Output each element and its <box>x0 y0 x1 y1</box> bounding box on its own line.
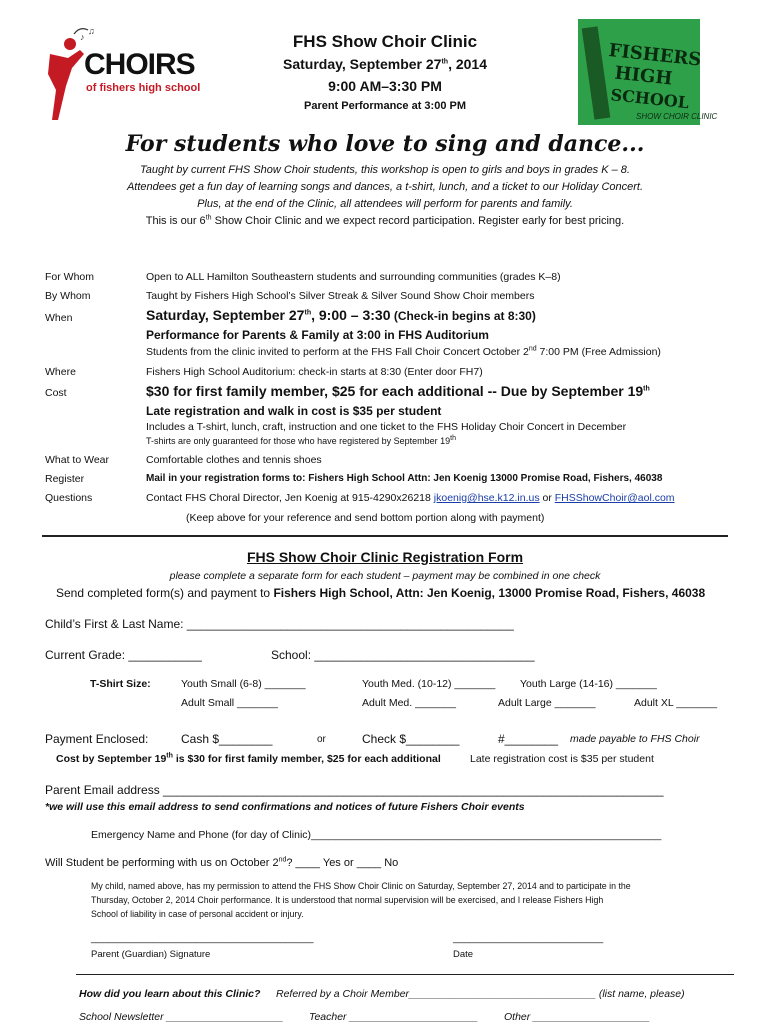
cost-summary-a: Cost by September 19 <box>56 753 167 765</box>
choirs-logo-text: CHOIRS <box>84 48 195 81</box>
newsletter-field[interactable]: School Newsletter ____________________ <box>79 1011 284 1023</box>
tshirt-adult-med[interactable]: Adult Med. _______ <box>362 697 456 709</box>
questions-label: Questions <box>45 492 93 504</box>
date-label: Date <box>453 949 474 960</box>
tshirt-adult-large[interactable]: Adult Large _______ <box>498 697 596 709</box>
performing-text: Will Student be performing with us on October 2 <box>45 857 279 869</box>
cost-summary-sup: th <box>166 752 173 760</box>
cost-tshirt <box>146 436 456 446</box>
signature-label: Parent (Guardian) Signature <box>91 949 211 960</box>
learn-label: How did you learn about this Clinic? <box>79 988 261 1000</box>
when-value <box>146 307 536 323</box>
event-date-year: , 2014 <box>448 56 488 72</box>
cost-label: Cost <box>45 387 67 399</box>
wear-value: Comfortable clothes and tennis shoes <box>146 454 322 466</box>
permission-line-3: School of liability in case of personal accident or injury. <box>91 909 304 919</box>
grade-field[interactable]: Current Grade: ___________ <box>45 648 202 662</box>
cost-summary <box>56 753 441 765</box>
when-students-sup: nd <box>528 345 537 353</box>
intro-line-3: Plus, at the end of the Clinic, all attendees will perform for parents and family. <box>197 198 573 210</box>
event-time: 9:00 AM–3:30 PM <box>328 78 442 94</box>
permission-line-2: Thursday, October 2, 2014 Choir performance. It is understood that normal supervision will be exercised, and I release Fishers High <box>91 895 604 905</box>
parent-email-field[interactable]: Parent Email address ___________________________________________________________________________ <box>45 783 664 797</box>
event-date-main: Saturday, September 27 <box>282 56 442 72</box>
when-label: When <box>45 312 73 324</box>
emergency-contact-field[interactable]: Emergency Name and Phone (for day of Clinic)____________________________________________________________ <box>91 829 662 841</box>
cost-tshirt-sup: th <box>450 435 457 442</box>
form-send-text: Send completed form(s) and payment to <box>56 586 274 600</box>
tshirt-adult-small[interactable]: Adult Small _______ <box>181 697 278 709</box>
cost-value <box>146 383 650 399</box>
cost-tshirt-text: T-shirts are only guaranteed for those who have registered by September 19 <box>146 436 451 446</box>
other-field[interactable]: Other ____________________ <box>504 1011 650 1023</box>
performing-question[interactable] <box>45 857 398 869</box>
payment-label: Payment Enclosed: <box>45 732 149 746</box>
check-number-field[interactable]: #________ <box>498 732 559 746</box>
when-students-a: Students from the clinic invited to perform at the FHS Fall Choir Concert October 2 <box>146 346 529 358</box>
tshirt-youth-small[interactable]: Youth Small (6-8) _______ <box>181 678 306 690</box>
email-note: *we will use this email address to send confirmations and notices of future Fishers Choir events <box>45 801 525 813</box>
tshirt-youth-large[interactable]: Youth Large (14-16) _______ <box>520 678 657 690</box>
wear-label: What to Wear <box>45 454 109 466</box>
event-date-suffix: th <box>441 58 449 66</box>
choirs-logo-subtext: of fishers high school <box>86 82 201 94</box>
when-students <box>146 346 661 358</box>
where-label: Where <box>45 366 76 378</box>
check-field[interactable]: Check $________ <box>362 732 460 746</box>
cost-summary-late: Late registration cost is $35 per student <box>470 753 654 765</box>
intro-line-4-sup: th <box>205 214 212 222</box>
form-send-address: Fishers High School, Attn: Jen Koenig, 13000 Promise Road, Fishers, 46038 <box>273 586 706 600</box>
register-value: Mail in your registration forms to: Fishers High School Attn: Jen Koenig 13000 Promise Road, Fishers, 46038 <box>146 473 663 484</box>
when-date: Saturday, September 27 <box>146 307 305 323</box>
cost-main: $30 for first family member, $25 for each additional -- Due by September 19 <box>146 383 644 399</box>
svg-text:SCHOOL: SCHOOL <box>609 85 690 113</box>
svg-text:♪: ♪ <box>80 32 85 42</box>
performing-options: ? ____ Yes or ____ No <box>286 857 399 869</box>
intro-line-2: Attendees get a fun day of learning songs and dances, a t-shirt, lunch, and a ticket to our Holiday Concert. <box>126 181 644 193</box>
school-field[interactable]: School: _________________________________ <box>271 648 535 662</box>
svg-text:♫: ♫ <box>88 26 95 36</box>
form-title: FHS Show Choir Clinic Registration Form <box>246 549 524 565</box>
email-link-showchoir[interactable]: FHSShowChoir@aol.com <box>554 492 675 504</box>
bottom-divider <box>76 974 734 975</box>
intro-line-4-a: This is our 6 <box>145 215 206 227</box>
date-line[interactable]: ___________________________ <box>453 933 604 944</box>
performing-sup: nd <box>278 856 287 864</box>
teacher-field[interactable]: Teacher ______________________ <box>309 1011 478 1023</box>
parent-performance: Parent Performance at 3:00 PM <box>303 100 466 112</box>
page-title: FHS Show Choir Clinic <box>292 32 478 51</box>
email-link-koenig[interactable]: jkoenig@hse.k12.in.us <box>433 492 540 504</box>
when-students-b: 7:00 PM (Free Admission) <box>536 346 661 358</box>
cost-late: Late registration and walk in cost is $35 per student <box>146 404 442 418</box>
event-date <box>0 56 770 72</box>
when-checkin: (Check-in begins at 8:30) <box>390 309 536 323</box>
when-date-sup: th <box>304 309 312 317</box>
questions-or: or <box>539 492 555 504</box>
payable-note: made payable to FHS Choir <box>570 733 700 745</box>
cash-field[interactable]: Cash $________ <box>181 732 273 746</box>
tshirt-size-label: T-Shirt Size: <box>90 678 151 690</box>
when-performance: Performance for Parents & Family at 3:00 in FHS Auditorium <box>146 328 489 342</box>
where-value: Fishers High School Auditorium: check-in starts at 8:30 (Enter door FH7) <box>146 366 483 378</box>
cost-includes: Includes a T-shirt, lunch, craft, instruction and one ticket to the FHS Holiday Choir Concert in December <box>146 421 627 433</box>
svg-text:HIGH: HIGH <box>613 62 674 90</box>
child-name-field[interactable]: Child’s First & Last Name: _________________________________________________ <box>45 617 514 631</box>
questions-text: Contact FHS Choral Director, Jen Koenig at 915-4290x26218 <box>146 492 434 504</box>
signature-line[interactable]: ________________________________________ <box>91 933 314 944</box>
by-whom-value: Taught by Fishers High School’s Silver Streak & Silver Sound Show Choir members <box>146 290 535 302</box>
when-time: , 9:00 – 3:30 <box>311 307 391 323</box>
form-note: please complete a separate form for each student – payment may be combined in one check <box>169 570 601 582</box>
by-whom-label: By Whom <box>45 290 91 302</box>
svg-text:SHOW CHOIR CLINIC: SHOW CHOIR CLINIC <box>636 112 718 121</box>
permission-line-1: My child, named above, has my permission to attend the FHS Show Choir Clinic on Saturday, September 27, 2014 and to participate in the <box>91 881 631 891</box>
keep-note: (Keep above for your reference and send bottom portion along with payment) <box>186 512 545 524</box>
cost-main-sup: th <box>643 385 650 393</box>
intro-line-1: Taught by current FHS Show Choir students, this workshop is open to girls and boys in grades K – 8. <box>140 164 630 176</box>
section-divider <box>42 535 728 537</box>
for-whom-value: Open to ALL Hamilton Southeastern students and surrounding communities (grades K–8) <box>146 271 561 283</box>
tshirt-adult-xl[interactable]: Adult XL _______ <box>634 697 718 709</box>
tagline: For students who love to sing and dance... <box>125 131 645 157</box>
cost-summary-b: is $30 for first family member, $25 for each additional <box>172 753 441 765</box>
questions-value <box>146 492 675 504</box>
register-label: Register <box>45 473 85 485</box>
svg-text:FISHERS: FISHERS <box>607 39 703 71</box>
intro-line-4-b: Show Choir Clinic and we expect record participation. Register early for best pricing. <box>211 215 625 227</box>
referred-field[interactable]: Referred by a Choir Member________________________________ (list name, please) <box>276 988 685 1000</box>
intro-line-4 <box>0 215 770 227</box>
tshirt-youth-med[interactable]: Youth Med. (10-12) _______ <box>362 678 496 690</box>
for-whom-label: For Whom <box>45 271 95 283</box>
form-send <box>56 586 705 600</box>
payment-or: or <box>317 734 326 745</box>
